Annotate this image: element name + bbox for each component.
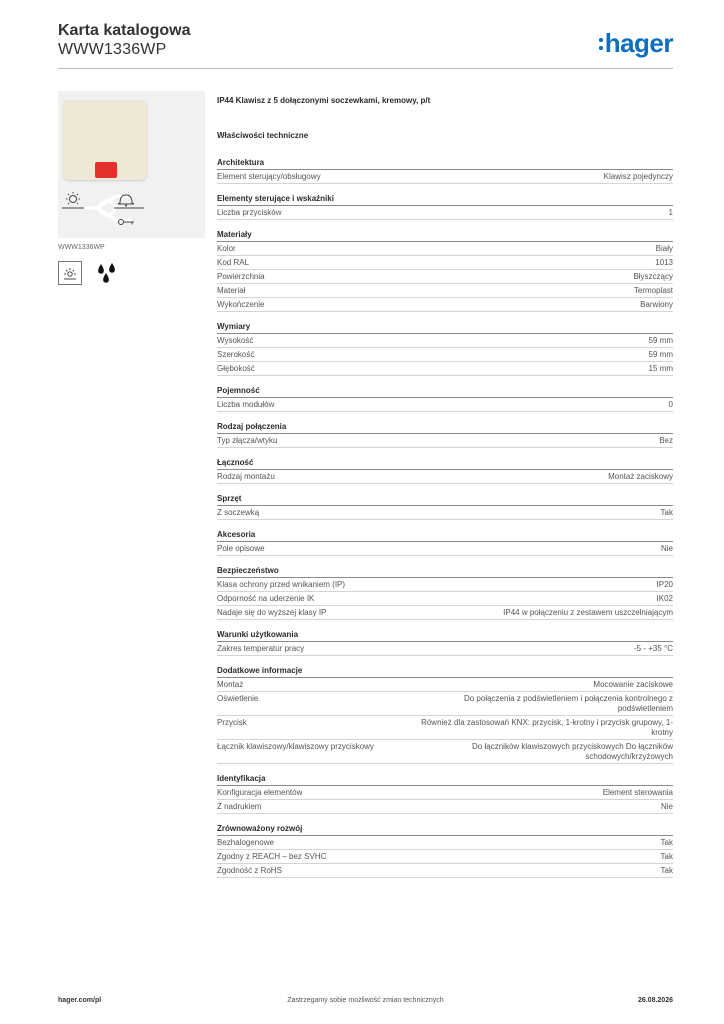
spec-row — [217, 298, 673, 312]
spec-group — [217, 385, 673, 412]
spec-label: Kolor — [217, 244, 236, 253]
spec-group — [217, 629, 673, 656]
specification-column — [217, 96, 673, 887]
spec-row — [217, 242, 673, 256]
spec-row — [217, 592, 673, 606]
spec-group — [217, 665, 673, 764]
spec-row — [217, 740, 673, 764]
spec-row — [217, 678, 673, 692]
spec-group — [217, 457, 673, 484]
spec-group-title: Bezpieczeństwo — [217, 565, 673, 578]
spec-row — [217, 786, 673, 800]
spec-row — [217, 850, 673, 864]
spec-value: -5 - +35 °C — [634, 644, 673, 653]
image-caption: WWW1336WP — [58, 244, 105, 251]
spec-label: Oświetlenie — [217, 694, 259, 703]
spec-row — [217, 398, 673, 412]
spec-value: Bez — [659, 436, 673, 445]
spec-value: Mocowanie zaciskowe — [593, 680, 673, 689]
spec-row — [217, 692, 673, 716]
spec-group — [217, 823, 673, 878]
spec-group-title: Pojemność — [217, 385, 673, 398]
spec-row — [217, 836, 673, 850]
spec-row — [217, 348, 673, 362]
water-drops-icon — [94, 261, 118, 285]
spec-value: Montaż zaciskowy — [608, 472, 673, 481]
spec-group — [217, 565, 673, 620]
spec-row — [217, 256, 673, 270]
spec-row — [217, 284, 673, 298]
footer-date: 26.08.2026 — [637, 997, 673, 1004]
spec-value: Klawisz pojedynczy — [603, 172, 673, 181]
spec-row — [217, 334, 673, 348]
spec-group-title: Warunki użytkowania — [217, 629, 673, 642]
spec-value: 0 — [668, 400, 673, 409]
document-title: Karta katalogowa — [58, 22, 191, 39]
function-pictogram — [58, 190, 205, 230]
spec-value: Termoplast — [633, 286, 673, 295]
spec-group-title: Sprzęt — [217, 493, 673, 506]
spec-value: Nie — [660, 802, 673, 811]
product-name: IP44 Klawisz z 5 dołączonymi soczewkami, kremowy, p/t — [217, 96, 431, 105]
spec-group-title: Elementy sterujące i wskaźniki — [217, 193, 673, 206]
page-header — [58, 20, 673, 66]
product-visual-column — [58, 91, 205, 285]
product-code: WWW1336WP — [58, 41, 167, 58]
spec-row — [217, 716, 673, 740]
spec-value: Również dla zastosowań KNX: przycisk, 1-krotny i przycisk grupowy, 1-krotny — [421, 718, 673, 737]
spec-group — [217, 321, 673, 376]
spec-group-title: Akcesoria — [217, 529, 673, 542]
spec-value: Nie — [660, 544, 673, 553]
rocker-plate — [63, 100, 147, 180]
spec-value: Tak — [660, 866, 673, 875]
spec-label: Łącznik klawiszowy/klawiszowy przyciskowy — [217, 742, 374, 751]
red-lens — [95, 162, 117, 178]
spec-label: Przycisk — [217, 718, 247, 727]
spec-label: Liczba przycisków — [217, 208, 282, 217]
header-divider — [58, 68, 673, 69]
spec-value: IK02 — [656, 594, 673, 603]
spec-label: Bezhalogenowe — [217, 838, 274, 847]
spec-group-title: Architektura — [217, 157, 673, 170]
footer-disclaimer: Zastrzegamy sobie możliwość zmian technicznych — [287, 997, 444, 1004]
spec-value: 1013 — [655, 258, 673, 267]
spec-value: 59 mm — [648, 336, 673, 345]
spec-value: Błyszczący — [633, 272, 673, 281]
spec-value: 59 mm — [648, 350, 673, 359]
spec-value: Do łączników klawiszowych przyciskowych Do łączników schodowych/krzyżowych — [472, 742, 673, 761]
page-footer — [58, 997, 673, 1009]
spec-value: Barwiony — [640, 300, 673, 309]
footer-website: hager.com/pl — [58, 997, 102, 1004]
spec-row — [217, 542, 673, 556]
spec-group-title: Materiały — [217, 229, 673, 242]
spec-row — [217, 800, 673, 814]
spec-value: Tak — [660, 508, 673, 517]
spec-label: Rodzaj montażu — [217, 472, 275, 481]
spec-label: Wysokość — [217, 336, 254, 345]
spec-value: Biały — [655, 244, 673, 253]
spec-group — [217, 529, 673, 556]
spec-value: IP20 — [656, 580, 673, 589]
spec-group — [217, 493, 673, 520]
spec-value: 15 mm — [648, 364, 673, 373]
spec-label: Szerokość — [217, 350, 255, 359]
spec-label: Typ złącza/wtyku — [217, 436, 278, 445]
spec-row — [217, 606, 673, 620]
spec-label: Z soczewką — [217, 508, 260, 517]
spec-label: Wykończenie — [217, 300, 265, 309]
spec-row — [217, 578, 673, 592]
spec-label: Odporność na uderzenie IK — [217, 594, 315, 603]
spec-value: Element sterowania — [602, 788, 673, 797]
spec-group-title: Rodzaj połączenia — [217, 421, 673, 434]
spec-label: Głębokość — [217, 364, 255, 373]
spec-label: Z nadrukiem — [217, 802, 262, 811]
spec-label: Klasa ochrony przed wnikaniem (IP) — [217, 580, 346, 589]
spec-label: Nadaje się do wyższej klasy IP — [217, 608, 327, 617]
spec-groups — [217, 157, 673, 878]
spec-label: Powierzchnia — [217, 272, 265, 281]
spec-row — [217, 642, 673, 656]
spec-group-title: Dodatkowe informacje — [217, 665, 673, 678]
spec-row — [217, 206, 673, 220]
spec-label: Element sterujący/obsługowy — [217, 172, 321, 181]
spec-row — [217, 506, 673, 520]
spec-group-title: Zrównoważony rozwój — [217, 823, 673, 836]
spec-label: Kod RAL — [217, 258, 250, 267]
hager-logo — [599, 28, 673, 59]
spec-value: Tak — [660, 852, 673, 861]
spec-row — [217, 170, 673, 184]
spec-label: Montaż — [217, 680, 244, 689]
spec-row — [217, 434, 673, 448]
spec-group — [217, 773, 673, 814]
spec-group-title: Łączność — [217, 457, 673, 470]
spec-label: Materiał — [217, 286, 246, 295]
spec-group — [217, 421, 673, 448]
spec-value: Do połączenia z podświetleniem i połączenia kontrolnego z podświetleniem — [463, 694, 673, 713]
spec-label: Zakres temperatur pracy — [217, 644, 305, 653]
product-image — [58, 91, 205, 238]
feature-icons — [58, 261, 205, 285]
spec-value: IP44 w połączeniu z zestawem uszczelniającym — [503, 608, 673, 617]
spec-row — [217, 270, 673, 284]
spec-value: Tak — [660, 838, 673, 847]
spec-group — [217, 157, 673, 184]
spec-group — [217, 193, 673, 220]
section-title: Właściwości techniczne — [217, 131, 309, 140]
spec-label: Pole opisowe — [217, 544, 265, 553]
spec-row — [217, 362, 673, 376]
spec-row — [217, 864, 673, 878]
light-symbol-icon — [58, 261, 82, 285]
spec-row — [217, 470, 673, 484]
spec-value: 1 — [668, 208, 673, 217]
spec-group-title: Wymiary — [217, 321, 673, 334]
logo-text: hager — [604, 28, 673, 58]
spec-label: Zgodny z REACH – bez SVHC — [217, 852, 327, 861]
logo-dots-icon — [599, 37, 603, 51]
spec-group-title: Identyfikacja — [217, 773, 673, 786]
spec-label: Liczba modułów — [217, 400, 275, 409]
spec-label: Zgodność z RoHS — [217, 866, 282, 875]
spec-group — [217, 229, 673, 312]
spec-label: Konfiguracja elementów — [217, 788, 303, 797]
